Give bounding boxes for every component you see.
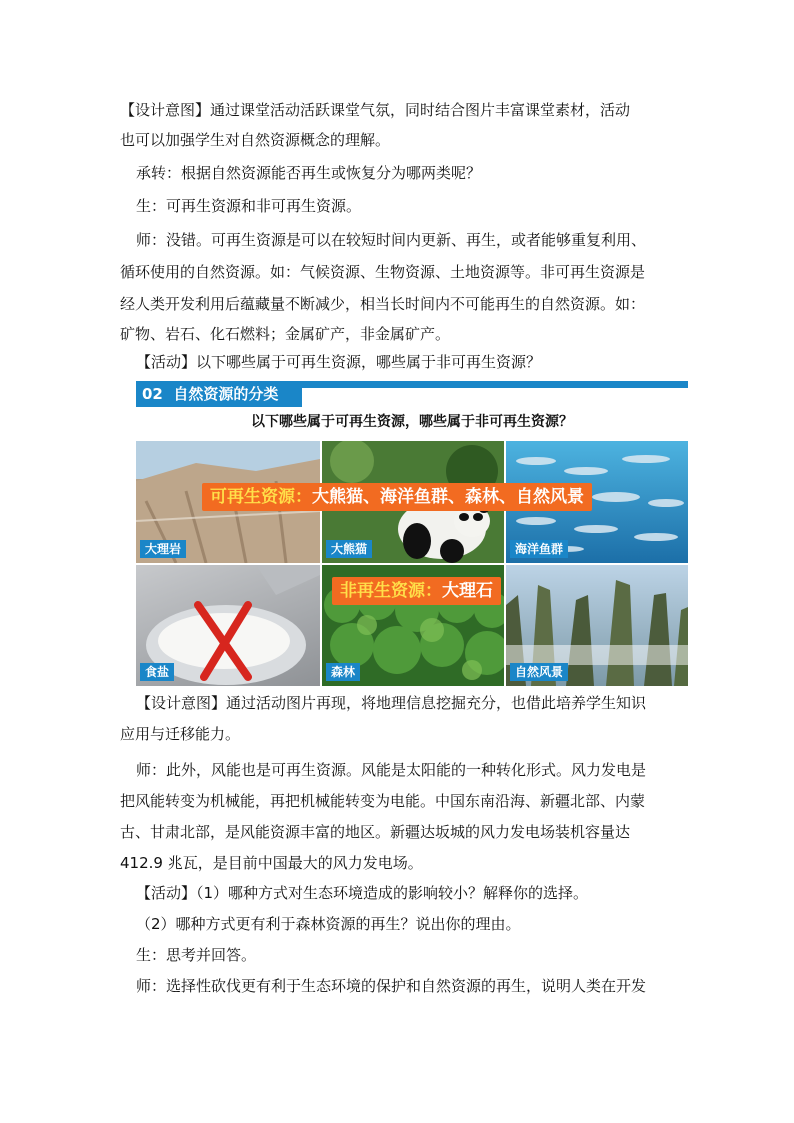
section-number: 02 [142,385,163,403]
wind-line-3: 古、甘肃北部，是风能资源丰富的地区。新疆达坂城的风力发电场装机容量达 [120,823,631,841]
banner-title [136,381,302,407]
label-panda: 大熊猫 [326,540,372,558]
teacher-explain-line-2: 循环使用的自然资源。如：气候资源、生物资源、土地资源等。非可再生资源是 [120,263,646,281]
renewable-prefix: 可再生资源： [210,487,312,507]
renewable-callout [202,483,592,511]
label-forest: 森林 [326,663,360,681]
teacher-explain-line-3: 经人类开发利用后蕴藏量不断减少，相当长时间内不可能再生的自然资源。如： [120,295,646,313]
wind-line-4: 412.9 兆瓦，是目前中国最大的风力发电场。 [120,854,423,872]
label-fish: 海洋鱼群 [510,540,568,558]
design-intent-1-line-2: 也可以加强学生对自然资源概念的理解。 [120,131,391,149]
teacher-conclusion: 师：选择性砍伐更有利于生态环境的保护和自然资源的再生，说明人类在开发 [136,977,647,995]
label-salt: 食盐 [140,663,174,681]
teacher-explain-line-4: 矿物、岩石、化石燃料；金属矿产，非金属矿产。 [120,325,451,343]
wind-line-2: 把风能转变为机械能，再把机械能转变为电能。中国东南沿海、新疆北部、内蒙 [120,792,646,810]
activity-2-q1: 【活动】（1）哪种方式对生态环境造成的影响较小？解释你的选择。 [136,884,589,902]
student-answer: 生：可再生资源和非可再生资源。 [136,197,362,215]
design-intent-2-line-2: 应用与迁移能力。 [120,725,241,743]
student-think: 生：思考并回答。 [136,946,257,964]
section-title: 自然资源的分类 [173,385,279,403]
teacher-explain-line-1: 师：没错。可再生资源是可以在较短时间内更新、再生，或者能够重复利用、 [136,231,647,249]
activity-1: 【活动】以下哪些属于可再生资源，哪些属于非可再生资源？ [136,353,542,371]
wind-line-1: 师：此外，风能也是可再生资源。风能是太阳能的一种转化形式。风力发电是 [136,761,647,779]
transition-question: 承转：根据自然资源能否再生或恢复分为哪两类呢？ [136,164,482,182]
label-scenery: 自然风景 [510,663,568,681]
scenery-photo [506,565,688,686]
nonrenewable-items: 大理石 [442,581,493,601]
slide-question: 以下哪些属于可再生资源，哪些属于非可再生资源？ [251,414,573,430]
nonrenewable-prefix: 非再生资源： [340,581,442,601]
label-marble: 大理岩 [140,540,186,558]
renewable-items: 大熊猫、海洋鱼群、森林、自然风景 [312,487,584,507]
design-intent-1-line-1: 【设计意图】通过课堂活动活跃课堂气氛，同时结合图片丰富课堂素材，活动 [120,101,631,119]
design-intent-2-line-1: 【设计意图】通过活动图片再现，将地理信息挖掘充分，也借此培养学生知识 [136,694,647,712]
slide-section-banner [136,381,688,407]
nonrenewable-callout [332,577,501,605]
activity-2-q2: （2）哪种方式更有利于森林资源的再生？说出你的理由。 [136,915,521,933]
resource-photo-grid [136,441,688,686]
salt-photo [136,565,320,686]
